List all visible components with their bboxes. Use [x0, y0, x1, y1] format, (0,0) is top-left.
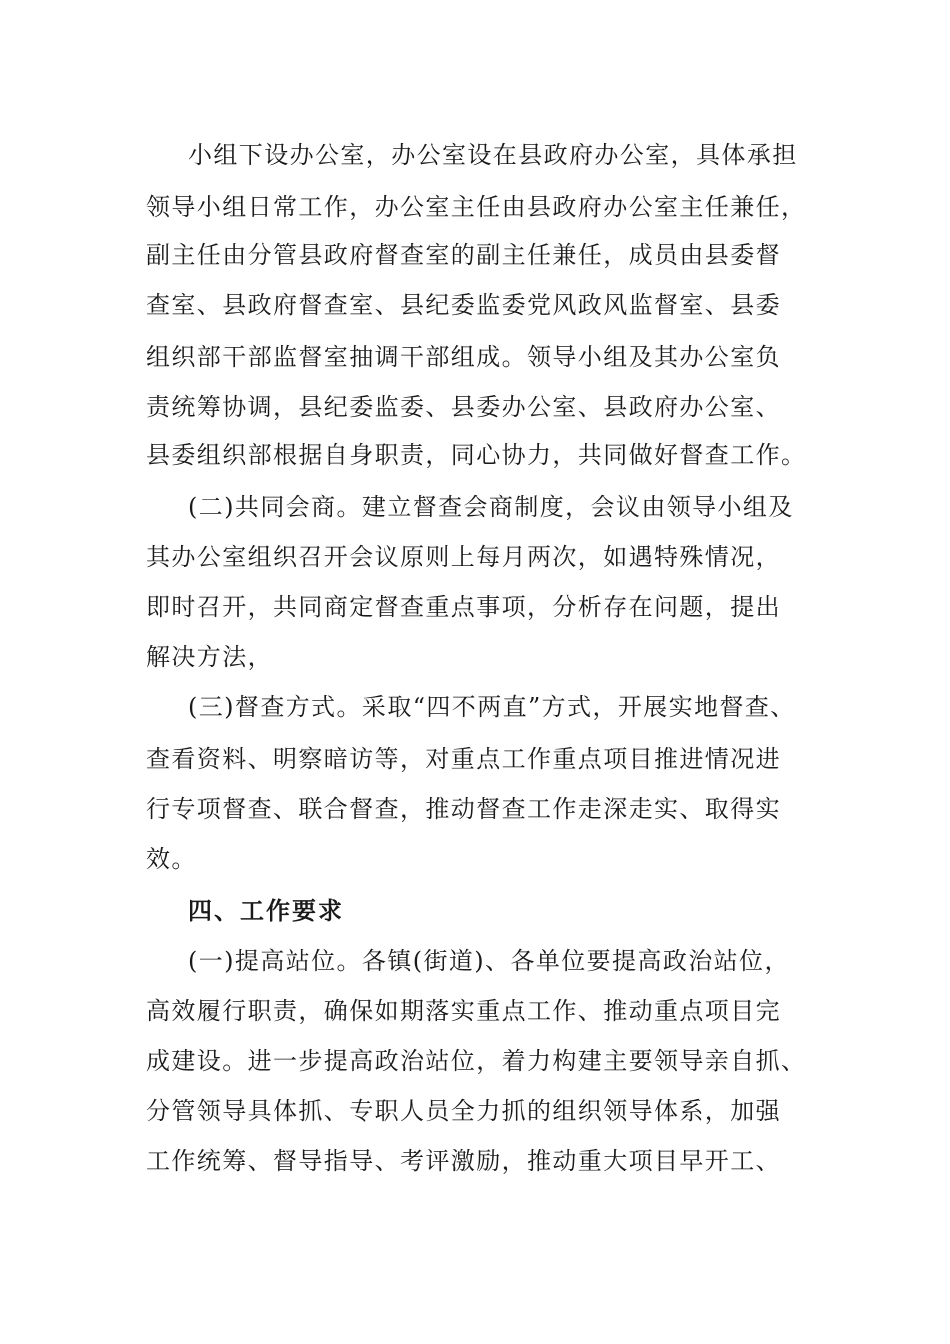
- paragraph-line: 县委组织部根据自身职责，同心协力，共同做好督查工作。: [146, 441, 807, 469]
- paragraph-line: 副主任由分管县政府督查室的副主任兼任，成员由县委督: [146, 241, 781, 269]
- paragraph-line: 高效履行职责，确保如期落实重点工作、推动重点项目完: [146, 997, 781, 1025]
- paragraph-line: 其办公室组织召开会议原则上每月两次，如遇特殊情况，: [146, 543, 781, 571]
- paragraph-line: 工作统筹、督导指导、考评激励，推动重大项目早开工、: [146, 1147, 781, 1175]
- paragraph-line: 即时召开，共同商定督查重点事项，分析存在问题，提出: [146, 593, 781, 621]
- paragraph-line: 行专项督查、联合督查，推动督查工作走深走实、取得实: [146, 795, 781, 823]
- paragraph-line: 查看资料、明察暗访等，对重点工作重点项目推进情况进: [146, 745, 781, 773]
- section-item-2-line: (二)共同会商。建立督查会商制度，会议由领导小组及: [188, 493, 794, 521]
- paragraph-line: 组织部干部监督室抽调干部组成。领导小组及其办公室负: [146, 343, 781, 371]
- paragraph-line: 查室、县政府督查室、县纪委监委党风政风监督室、县委: [146, 291, 781, 319]
- paragraph-line: 效。: [146, 845, 197, 873]
- paragraph-line: 责统筹协调，县纪委监委、县委办公室、县政府办公室、: [146, 393, 781, 421]
- paragraph-line: 小组下设办公室，办公室设在县政府办公室，具体承担: [188, 141, 798, 169]
- section-heading: 四、工作要求: [188, 896, 344, 925]
- paragraph-line: 领导小组日常工作，办公室主任由县政府办公室主任兼任，: [146, 193, 807, 221]
- paragraph-line: 分管领导具体抓、专职人员全力抓的组织领导体系，加强: [146, 1097, 781, 1125]
- paragraph-line: 解决方法，: [146, 643, 273, 671]
- section-item-1-line: (一)提高站位。各镇(街道)、各单位要提高政治站位，: [188, 947, 790, 975]
- section-item-3-line: (三)督查方式。采取“四不两直”方式，开展实地督查、: [188, 693, 796, 721]
- paragraph-line: 成建设。进一步提高政治站位，着力构建主要领导亲自抓、: [146, 1047, 807, 1075]
